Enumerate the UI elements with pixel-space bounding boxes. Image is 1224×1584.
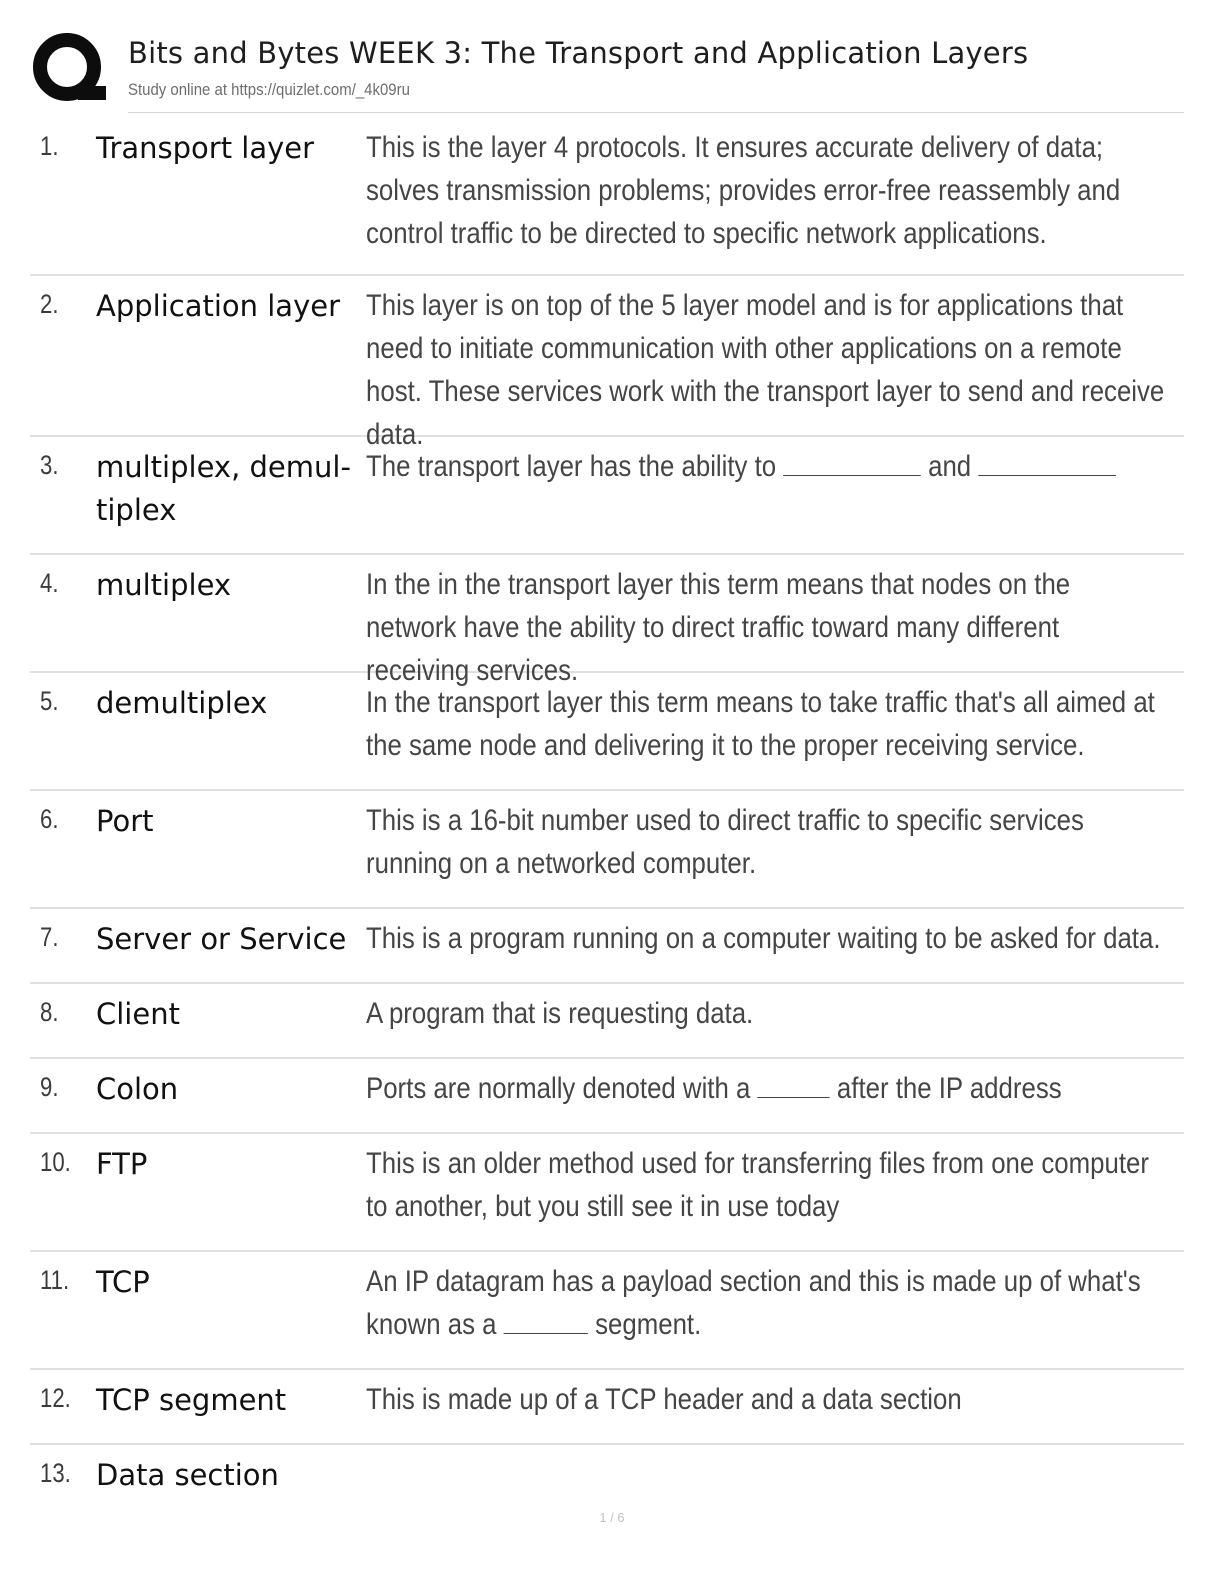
- definition-text: after the IP address: [836, 1072, 1062, 1105]
- definition-text: Ports are normally denoted with a: [366, 1072, 751, 1105]
- definition-text: segment.: [595, 1308, 702, 1341]
- card-number: 10.: [40, 1147, 71, 1177]
- fill-in-blank: [783, 450, 921, 476]
- card-definition: This is an older method used for transferring files from one computer to another, but you still see it in use today: [366, 1147, 1149, 1223]
- card-term: TCP: [96, 1265, 150, 1299]
- card-number: 11.: [40, 1265, 70, 1295]
- card-number: 12.: [40, 1383, 71, 1413]
- card-definition: In the in the transport layer this term means that nodes on the network have the ability to direct traffic toward many different receiving services.: [366, 568, 1071, 687]
- header-divider: [128, 112, 1184, 113]
- card-number: 3.: [40, 450, 59, 480]
- card-term: Transport layer: [96, 131, 315, 165]
- card-definition: A program that is requesting data.: [366, 997, 754, 1030]
- card-term: Server or Service: [96, 922, 347, 956]
- card-term: TCP segment: [96, 1383, 287, 1417]
- card-definition: [366, 1067, 1166, 1110]
- page-number: 1 / 6: [599, 1510, 625, 1525]
- card-term: multiplex: [96, 568, 232, 602]
- card-number: 9.: [40, 1072, 59, 1102]
- card-number: 13.: [40, 1458, 71, 1488]
- card-number: 4.: [40, 568, 59, 598]
- card-number: 6.: [40, 804, 59, 834]
- fill-in-blank: [978, 450, 1116, 476]
- card-definition: This is the layer 4 protocols. It ensures accurate delivery of data; solves transmission problems; provides error-free reassembly and control traffic to be directed to specific network applications.: [366, 131, 1121, 250]
- card-row: [30, 118, 1184, 276]
- card-number: 7.: [40, 922, 59, 952]
- card-term: Colon: [96, 1072, 179, 1106]
- card-row: [30, 276, 1184, 451]
- card-number: 5.: [40, 686, 59, 716]
- card-definition: This is made up of a TCP header and a data section: [366, 1383, 962, 1416]
- card-row: [30, 555, 1184, 687]
- definition-text: An IP datagram has a payload section and this is made up of what's known as a: [366, 1265, 1141, 1341]
- study-online-link[interactable]: Study online at https://quizlet.com/_4k09ru: [128, 80, 410, 99]
- card-term: Data section: [96, 1458, 279, 1492]
- card-definition: This is a program running on a computer waiting to be asked for data.: [366, 922, 1161, 955]
- fill-in-blank: [758, 1072, 830, 1098]
- quizlet-logo-icon: [30, 30, 108, 108]
- card-row: [30, 984, 1184, 1059]
- card-number: 2.: [40, 289, 59, 319]
- card-row: [30, 673, 1184, 791]
- card-number: 8.: [40, 997, 59, 1027]
- fill-in-blank: [504, 1308, 588, 1334]
- card-row: [30, 1252, 1184, 1370]
- card-number: 1.: [40, 131, 59, 161]
- card-row: [30, 1445, 1184, 1515]
- card-definition: In the transport layer this term means to take traffic that's all aimed at the same node and delivering it to the proper receiving service.: [366, 686, 1155, 762]
- card-row: [30, 1059, 1184, 1134]
- card-term: FTP: [96, 1147, 148, 1181]
- page-header: [30, 28, 1184, 114]
- card-term: multiplex, demul-tiplex: [96, 450, 351, 527]
- card-row: [30, 909, 1184, 984]
- definition-text: The transport layer has the ability to: [366, 450, 777, 483]
- card-row: [30, 791, 1184, 909]
- flashcard-list: [30, 118, 1184, 1515]
- card-row: [30, 1134, 1184, 1252]
- page-title: Bits and Bytes WEEK 3: The Transport and Application Layers: [128, 36, 1029, 70]
- definition-text: and: [928, 450, 972, 483]
- card-row: [30, 1370, 1184, 1445]
- card-definition: [366, 445, 1166, 488]
- card-definition: This is a 16-bit number used to direct traffic to specific services running on a networked computer.: [366, 804, 1084, 880]
- card-row: [30, 437, 1184, 555]
- card-definition: This layer is on top of the 5 layer model and is for applications that need to initiate communication with other applications on a remote host. These services work with the transport layer to send and receive data.: [366, 289, 1165, 451]
- card-term: demultiplex: [96, 686, 268, 720]
- card-term: Client: [96, 997, 180, 1031]
- card-definition: [366, 1260, 1166, 1346]
- card-term: Port: [96, 804, 154, 838]
- card-term: Application layer: [96, 289, 341, 323]
